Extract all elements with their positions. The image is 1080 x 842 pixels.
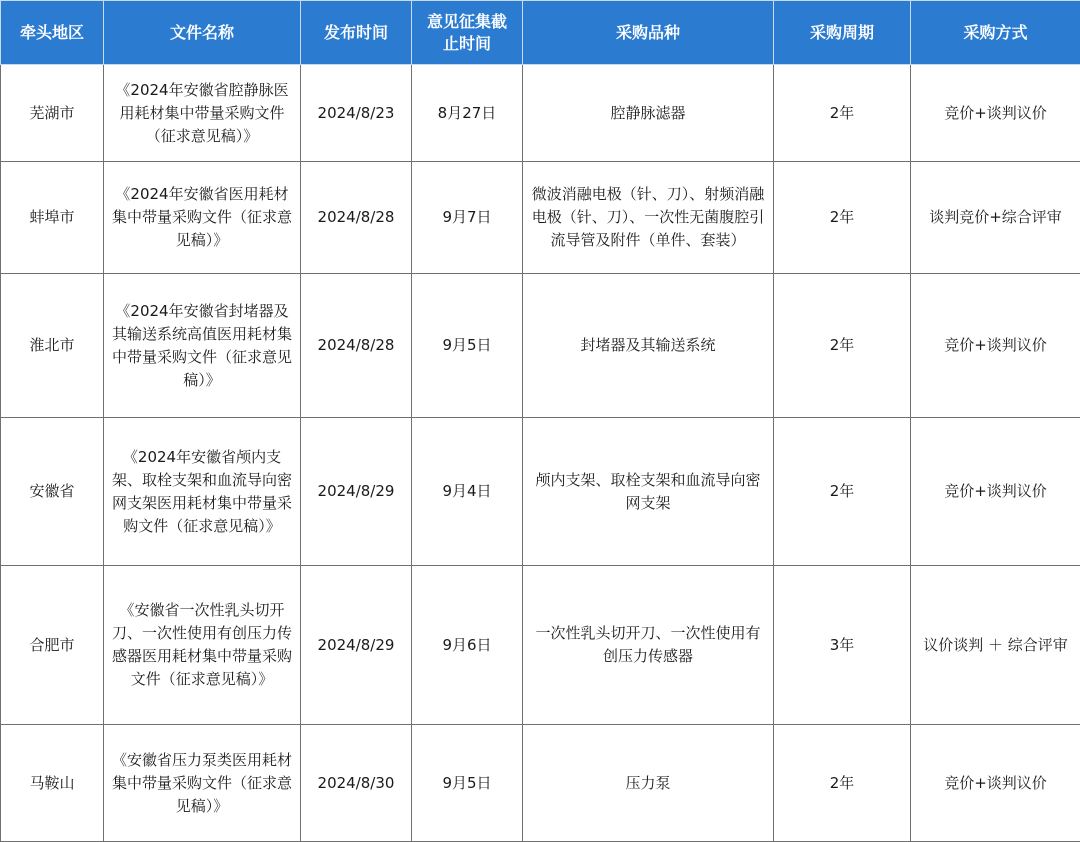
- cell-items: 压力泵: [523, 725, 774, 842]
- cell-items: 一次性乳头切开刀、一次性使用有创压力传感器: [523, 566, 774, 725]
- cell-region: 淮北市: [1, 274, 104, 418]
- cell-items: 微波消融电极（针、刀）、射频消融电极（针、刀）、一次性无菌腹腔引流导管及附件（单件、套装）: [523, 162, 774, 274]
- cell-publish-date: 2024/8/28: [301, 274, 412, 418]
- header-doc-name: 文件名称: [104, 1, 301, 65]
- cell-publish-date: 2024/8/29: [301, 418, 412, 566]
- cell-publish-date: 2024/8/28: [301, 162, 412, 274]
- cell-period: 2年: [774, 418, 911, 566]
- cell-method: 竞价+谈判议价: [911, 274, 1080, 418]
- table-row: [1, 566, 1080, 725]
- cell-method: 竞价+谈判议价: [911, 725, 1080, 842]
- cell-doc-name: 《安徽省一次性乳头切开刀、一次性使用有创压力传感器医用耗材集中带量采购文件（征求意见稿）》: [104, 566, 301, 725]
- cell-method: 竞价+谈判议价: [911, 418, 1080, 566]
- cell-items: 腔静脉滤器: [523, 65, 774, 162]
- cell-deadline: 9月5日: [412, 274, 523, 418]
- cell-doc-name: 《安徽省压力泵类医用耗材集中带量采购文件（征求意见稿）》: [104, 725, 301, 842]
- table-row: [1, 274, 1080, 418]
- cell-region: 蚌埠市: [1, 162, 104, 274]
- cell-doc-name: 《2024年安徽省腔静脉医用耗材集中带量采购文件（征求意见稿）》: [104, 65, 301, 162]
- cell-deadline: 9月7日: [412, 162, 523, 274]
- cell-method: 竞价+谈判议价: [911, 65, 1080, 162]
- table-row: [1, 725, 1080, 842]
- header-method: 采购方式: [911, 1, 1080, 65]
- cell-publish-date: 2024/8/23: [301, 65, 412, 162]
- cell-method: 议价谈判 ＋ 综合评审: [911, 566, 1080, 725]
- header-deadline: 意见征集截止时间: [412, 1, 523, 65]
- header-publish-date: 发布时间: [301, 1, 412, 65]
- cell-deadline: 8月27日: [412, 65, 523, 162]
- cell-doc-name: 《2024年安徽省医用耗材集中带量采购文件（征求意见稿）》: [104, 162, 301, 274]
- cell-method: 谈判竞价+综合评审: [911, 162, 1080, 274]
- cell-publish-date: 2024/8/30: [301, 725, 412, 842]
- header-region: 牵头地区: [1, 1, 104, 65]
- cell-doc-name: 《2024年安徽省颅内支架、取栓支架和血流导向密网支架医用耗材集中带量采购文件（征求意见稿）》: [104, 418, 301, 566]
- cell-deadline: 9月4日: [412, 418, 523, 566]
- table-row: [1, 162, 1080, 274]
- cell-region: 芜湖市: [1, 65, 104, 162]
- cell-period: 2年: [774, 274, 911, 418]
- cell-doc-name: 《2024年安徽省封堵器及其输送系统高值医用耗材集中带量采购文件（征求意见稿）》: [104, 274, 301, 418]
- cell-items: 颅内支架、取栓支架和血流导向密网支架: [523, 418, 774, 566]
- table-row: [1, 418, 1080, 566]
- cell-period: 2年: [774, 162, 911, 274]
- cell-period: 3年: [774, 566, 911, 725]
- cell-period: 2年: [774, 725, 911, 842]
- table-header-row: [1, 1, 1080, 65]
- table-row: [1, 65, 1080, 162]
- cell-publish-date: 2024/8/29: [301, 566, 412, 725]
- cell-items: 封堵器及其输送系统: [523, 274, 774, 418]
- header-items: 采购品种: [523, 1, 774, 65]
- cell-region: 安徽省: [1, 418, 104, 566]
- cell-region: 合肥市: [1, 566, 104, 725]
- cell-region: 马鞍山: [1, 725, 104, 842]
- cell-deadline: 9月5日: [412, 725, 523, 842]
- cell-deadline: 9月6日: [412, 566, 523, 725]
- cell-period: 2年: [774, 65, 911, 162]
- header-period: 采购周期: [774, 1, 911, 65]
